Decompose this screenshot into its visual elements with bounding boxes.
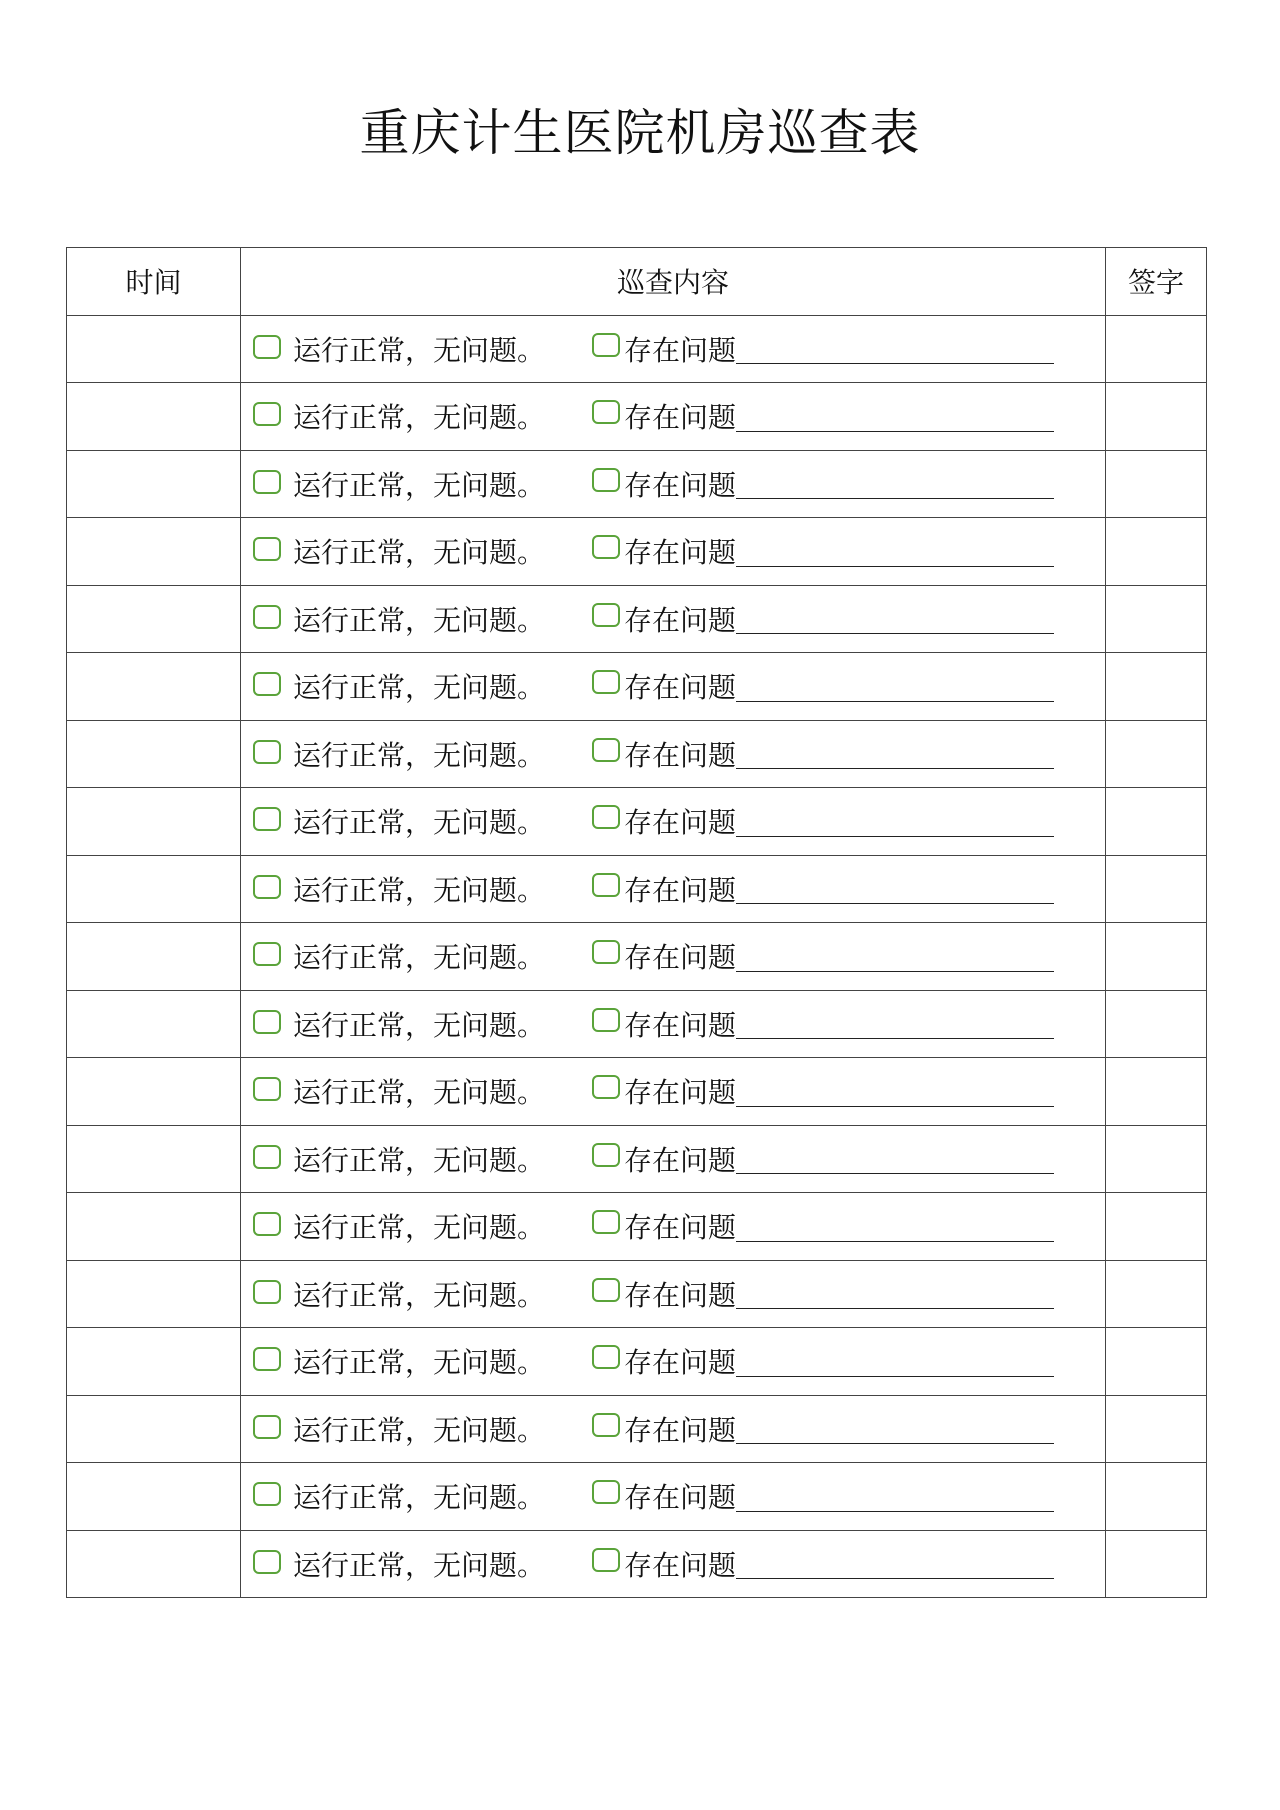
option-normal-label: 运行正常，无问题。	[293, 671, 546, 705]
time-cell[interactable]	[67, 450, 241, 518]
checkbox-normal[interactable]	[253, 672, 281, 696]
option-issue[interactable]	[592, 531, 1054, 571]
checkbox-normal[interactable]	[253, 1010, 281, 1034]
option-normal[interactable]	[253, 1004, 545, 1044]
checkbox-normal[interactable]	[253, 537, 281, 561]
table-row	[67, 653, 1207, 721]
option-issue[interactable]	[592, 1409, 1054, 1449]
table-row	[67, 923, 1207, 991]
content-cell	[241, 1260, 1106, 1328]
content-cell	[241, 450, 1106, 518]
time-cell[interactable]	[67, 315, 241, 383]
option-normal-label: 运行正常，无问题。	[293, 603, 546, 637]
checkbox-issue[interactable]	[592, 333, 620, 357]
table-row	[67, 518, 1207, 586]
option-normal[interactable]	[253, 666, 545, 706]
option-issue[interactable]	[592, 1206, 1054, 1246]
option-normal[interactable]	[253, 1409, 545, 1449]
option-normal[interactable]	[253, 329, 545, 369]
option-normal-label: 运行正常，无问题。	[293, 1413, 546, 1447]
content-cell	[241, 855, 1106, 923]
option-issue-label: 存在问题	[624, 536, 737, 570]
sign-cell[interactable]	[1106, 1328, 1207, 1396]
time-cell[interactable]	[67, 1193, 241, 1261]
header-sign: 签字	[1106, 248, 1207, 316]
issue-blank-line[interactable]	[736, 873, 1054, 904]
option-normal[interactable]	[253, 734, 545, 774]
option-issue[interactable]	[592, 1071, 1054, 1111]
option-normal[interactable]	[253, 599, 545, 639]
option-issue[interactable]	[592, 936, 1054, 976]
checkbox-normal[interactable]	[253, 1145, 281, 1169]
option-normal-label: 运行正常，无问题。	[293, 401, 546, 435]
time-cell[interactable]	[67, 585, 241, 653]
option-issue[interactable]	[592, 329, 1054, 369]
sign-cell[interactable]	[1106, 383, 1207, 451]
checkbox-issue[interactable]	[592, 1413, 620, 1437]
checkbox-normal[interactable]	[253, 1415, 281, 1439]
option-normal-label: 运行正常，无问题。	[293, 873, 546, 907]
issue-blank-line[interactable]	[736, 941, 1054, 972]
table-row	[67, 855, 1207, 923]
content-cell	[241, 1328, 1106, 1396]
content-cell	[241, 720, 1106, 788]
checkbox-normal[interactable]	[253, 1077, 281, 1101]
option-normal-label: 运行正常，无问题。	[293, 806, 546, 840]
option-normal[interactable]	[253, 464, 545, 504]
table-header-row	[67, 248, 1207, 316]
checkbox-issue[interactable]	[592, 670, 620, 694]
option-issue-label: 存在问题	[624, 1008, 737, 1042]
sign-cell[interactable]	[1106, 720, 1207, 788]
option-issue-label: 存在问题	[624, 1076, 737, 1110]
option-normal-label: 运行正常，无问题。	[293, 536, 546, 570]
checkbox-issue[interactable]	[592, 805, 620, 829]
option-normal[interactable]	[253, 1071, 545, 1111]
time-cell[interactable]	[67, 788, 241, 856]
checkbox-normal[interactable]	[253, 470, 281, 494]
time-cell[interactable]	[67, 383, 241, 451]
option-issue[interactable]	[592, 1476, 1054, 1516]
option-normal[interactable]	[253, 936, 545, 976]
header-time: 时间	[67, 248, 241, 316]
option-issue[interactable]	[592, 396, 1054, 436]
issue-blank-line[interactable]	[736, 1548, 1054, 1579]
option-issue[interactable]	[592, 599, 1054, 639]
option-issue-label: 存在问题	[624, 1548, 737, 1582]
checkbox-issue[interactable]	[592, 1008, 620, 1032]
option-normal-label: 运行正常，无问题。	[293, 1481, 546, 1515]
sign-cell[interactable]	[1106, 1395, 1207, 1463]
checkbox-issue[interactable]	[592, 1075, 620, 1099]
time-cell[interactable]	[67, 990, 241, 1058]
sign-cell[interactable]	[1106, 1058, 1207, 1126]
issue-blank-line[interactable]	[736, 468, 1054, 499]
option-normal[interactable]	[253, 531, 545, 571]
checkbox-normal[interactable]	[253, 942, 281, 966]
table-row	[67, 1530, 1207, 1598]
checkbox-issue[interactable]	[592, 1278, 620, 1302]
option-issue[interactable]	[592, 666, 1054, 706]
option-normal-label: 运行正常，无问题。	[293, 1008, 546, 1042]
option-issue-label: 存在问题	[624, 941, 737, 975]
option-issue-label: 存在问题	[624, 671, 737, 705]
sign-cell[interactable]	[1106, 315, 1207, 383]
issue-blank-line[interactable]	[736, 603, 1054, 634]
content-cell	[241, 1125, 1106, 1193]
time-cell[interactable]	[67, 518, 241, 586]
checkbox-normal[interactable]	[253, 875, 281, 899]
checkbox-issue[interactable]	[592, 1143, 620, 1167]
option-issue[interactable]	[592, 1004, 1054, 1044]
time-cell[interactable]	[67, 923, 241, 991]
time-cell[interactable]	[67, 653, 241, 721]
issue-blank-line[interactable]	[736, 1076, 1054, 1107]
table-row	[67, 585, 1207, 653]
option-issue-label: 存在问题	[624, 738, 737, 772]
checkbox-normal[interactable]	[253, 605, 281, 629]
table-row	[67, 720, 1207, 788]
issue-blank-line[interactable]	[736, 671, 1054, 702]
content-cell	[241, 383, 1106, 451]
option-issue[interactable]	[592, 464, 1054, 504]
option-issue[interactable]	[592, 734, 1054, 774]
option-issue-label: 存在问题	[624, 1481, 737, 1515]
option-issue-label: 存在问题	[624, 1413, 737, 1447]
option-issue[interactable]	[592, 869, 1054, 909]
checkbox-issue[interactable]	[592, 1210, 620, 1234]
option-normal-label: 运行正常，无问题。	[293, 1278, 546, 1312]
sign-cell[interactable]	[1106, 923, 1207, 991]
issue-blank-line[interactable]	[736, 333, 1054, 364]
option-issue-label: 存在问题	[624, 333, 737, 367]
time-cell[interactable]	[67, 1328, 241, 1396]
checkbox-normal[interactable]	[253, 1212, 281, 1236]
content-cell	[241, 1463, 1106, 1531]
issue-blank-line[interactable]	[736, 1481, 1054, 1512]
checkbox-normal[interactable]	[253, 740, 281, 764]
time-cell[interactable]	[67, 720, 241, 788]
option-issue-label: 存在问题	[624, 603, 737, 637]
option-normal-label: 运行正常，无问题。	[293, 333, 546, 367]
option-issue-label: 存在问题	[624, 1211, 737, 1245]
checkbox-issue[interactable]	[592, 940, 620, 964]
option-normal-label: 运行正常，无问题。	[293, 1076, 546, 1110]
option-issue-label: 存在问题	[624, 1278, 737, 1312]
content-cell	[241, 315, 1106, 383]
checkbox-issue[interactable]	[592, 603, 620, 627]
table-row	[67, 450, 1207, 518]
option-normal[interactable]	[253, 1341, 545, 1381]
issue-blank-line[interactable]	[736, 1008, 1054, 1039]
sign-cell[interactable]	[1106, 1125, 1207, 1193]
table-row	[67, 1193, 1207, 1261]
option-issue-label: 存在问题	[624, 873, 737, 907]
table-row	[67, 1058, 1207, 1126]
content-cell	[241, 1193, 1106, 1261]
checkbox-issue[interactable]	[592, 1345, 620, 1369]
time-cell[interactable]	[67, 1530, 241, 1598]
table-row	[67, 990, 1207, 1058]
checkbox-normal[interactable]	[253, 1347, 281, 1371]
content-cell	[241, 1395, 1106, 1463]
option-issue-label: 存在问题	[624, 1143, 737, 1177]
content-cell	[241, 585, 1106, 653]
checkbox-issue[interactable]	[592, 873, 620, 897]
sign-cell[interactable]	[1106, 450, 1207, 518]
issue-blank-line[interactable]	[736, 738, 1054, 769]
table-row	[67, 383, 1207, 451]
time-cell[interactable]	[67, 1125, 241, 1193]
option-normal-label: 运行正常，无问题。	[293, 1346, 546, 1380]
content-cell	[241, 788, 1106, 856]
checkbox-issue[interactable]	[592, 738, 620, 762]
sign-cell[interactable]	[1106, 1530, 1207, 1598]
sign-cell[interactable]	[1106, 518, 1207, 586]
time-cell[interactable]	[67, 1395, 241, 1463]
time-cell[interactable]	[67, 1058, 241, 1126]
table-row	[67, 1260, 1207, 1328]
table-row	[67, 1463, 1207, 1531]
sign-cell[interactable]	[1106, 855, 1207, 923]
option-normal-label: 运行正常，无问题。	[293, 738, 546, 772]
sign-cell[interactable]	[1106, 1193, 1207, 1261]
option-issue[interactable]	[592, 1274, 1054, 1314]
checkbox-issue[interactable]	[592, 1548, 620, 1572]
issue-blank-line[interactable]	[736, 401, 1054, 432]
checkbox-issue[interactable]	[592, 535, 620, 559]
option-normal-label: 运行正常，无问题。	[293, 1548, 546, 1582]
checkbox-issue[interactable]	[592, 400, 620, 424]
option-issue[interactable]	[592, 1139, 1054, 1179]
sign-cell[interactable]	[1106, 1260, 1207, 1328]
option-normal[interactable]	[253, 801, 545, 841]
option-issue-label: 存在问题	[624, 1346, 737, 1380]
checkbox-issue[interactable]	[592, 468, 620, 492]
content-cell	[241, 518, 1106, 586]
table-row	[67, 788, 1207, 856]
option-normal[interactable]	[253, 869, 545, 909]
checkbox-normal[interactable]	[253, 807, 281, 831]
issue-blank-line[interactable]	[736, 1143, 1054, 1174]
option-normal[interactable]	[253, 1476, 545, 1516]
checkbox-normal[interactable]	[253, 402, 281, 426]
checkbox-normal[interactable]	[253, 335, 281, 359]
option-normal-label: 运行正常，无问题。	[293, 468, 546, 502]
checkbox-normal[interactable]	[253, 1482, 281, 1506]
option-normal[interactable]	[253, 396, 545, 436]
table-row	[67, 1395, 1207, 1463]
page-title: 重庆计生医院机房巡查表	[359, 104, 921, 162]
content-cell	[241, 990, 1106, 1058]
content-cell	[241, 653, 1106, 721]
option-issue-label: 存在问题	[624, 468, 737, 502]
option-normal-label: 运行正常，无问题。	[293, 1143, 546, 1177]
sign-cell[interactable]	[1106, 585, 1207, 653]
time-cell[interactable]	[67, 1260, 241, 1328]
table-body	[67, 315, 1207, 1598]
inspection-table	[66, 247, 1207, 1598]
option-normal[interactable]	[253, 1544, 545, 1584]
option-normal[interactable]	[253, 1206, 545, 1246]
content-cell	[241, 1530, 1106, 1598]
time-cell[interactable]	[67, 855, 241, 923]
issue-blank-line[interactable]	[736, 1278, 1054, 1309]
checkbox-normal[interactable]	[253, 1550, 281, 1574]
sign-cell[interactable]	[1106, 788, 1207, 856]
option-issue[interactable]	[592, 1341, 1054, 1381]
issue-blank-line[interactable]	[736, 1413, 1054, 1444]
header-content: 巡查内容	[241, 248, 1106, 316]
option-normal-label: 运行正常，无问题。	[293, 1211, 546, 1245]
issue-blank-line[interactable]	[736, 1211, 1054, 1242]
table-row	[67, 1125, 1207, 1193]
option-normal[interactable]	[253, 1274, 545, 1314]
sign-cell[interactable]	[1106, 990, 1207, 1058]
issue-blank-line[interactable]	[736, 1346, 1054, 1377]
option-normal[interactable]	[253, 1139, 545, 1179]
sign-cell[interactable]	[1106, 653, 1207, 721]
option-issue[interactable]	[592, 1544, 1054, 1584]
table-row	[67, 1328, 1207, 1396]
option-normal-label: 运行正常，无问题。	[293, 941, 546, 975]
issue-blank-line[interactable]	[736, 806, 1054, 837]
option-issue[interactable]	[592, 801, 1054, 841]
checkbox-normal[interactable]	[253, 1280, 281, 1304]
content-cell	[241, 1058, 1106, 1126]
table-row	[67, 315, 1207, 383]
content-cell	[241, 923, 1106, 991]
time-cell[interactable]	[67, 1463, 241, 1531]
option-issue-label: 存在问题	[624, 806, 737, 840]
checkbox-issue[interactable]	[592, 1480, 620, 1504]
issue-blank-line[interactable]	[736, 536, 1054, 567]
option-issue-label: 存在问题	[624, 401, 737, 435]
sign-cell[interactable]	[1106, 1463, 1207, 1531]
